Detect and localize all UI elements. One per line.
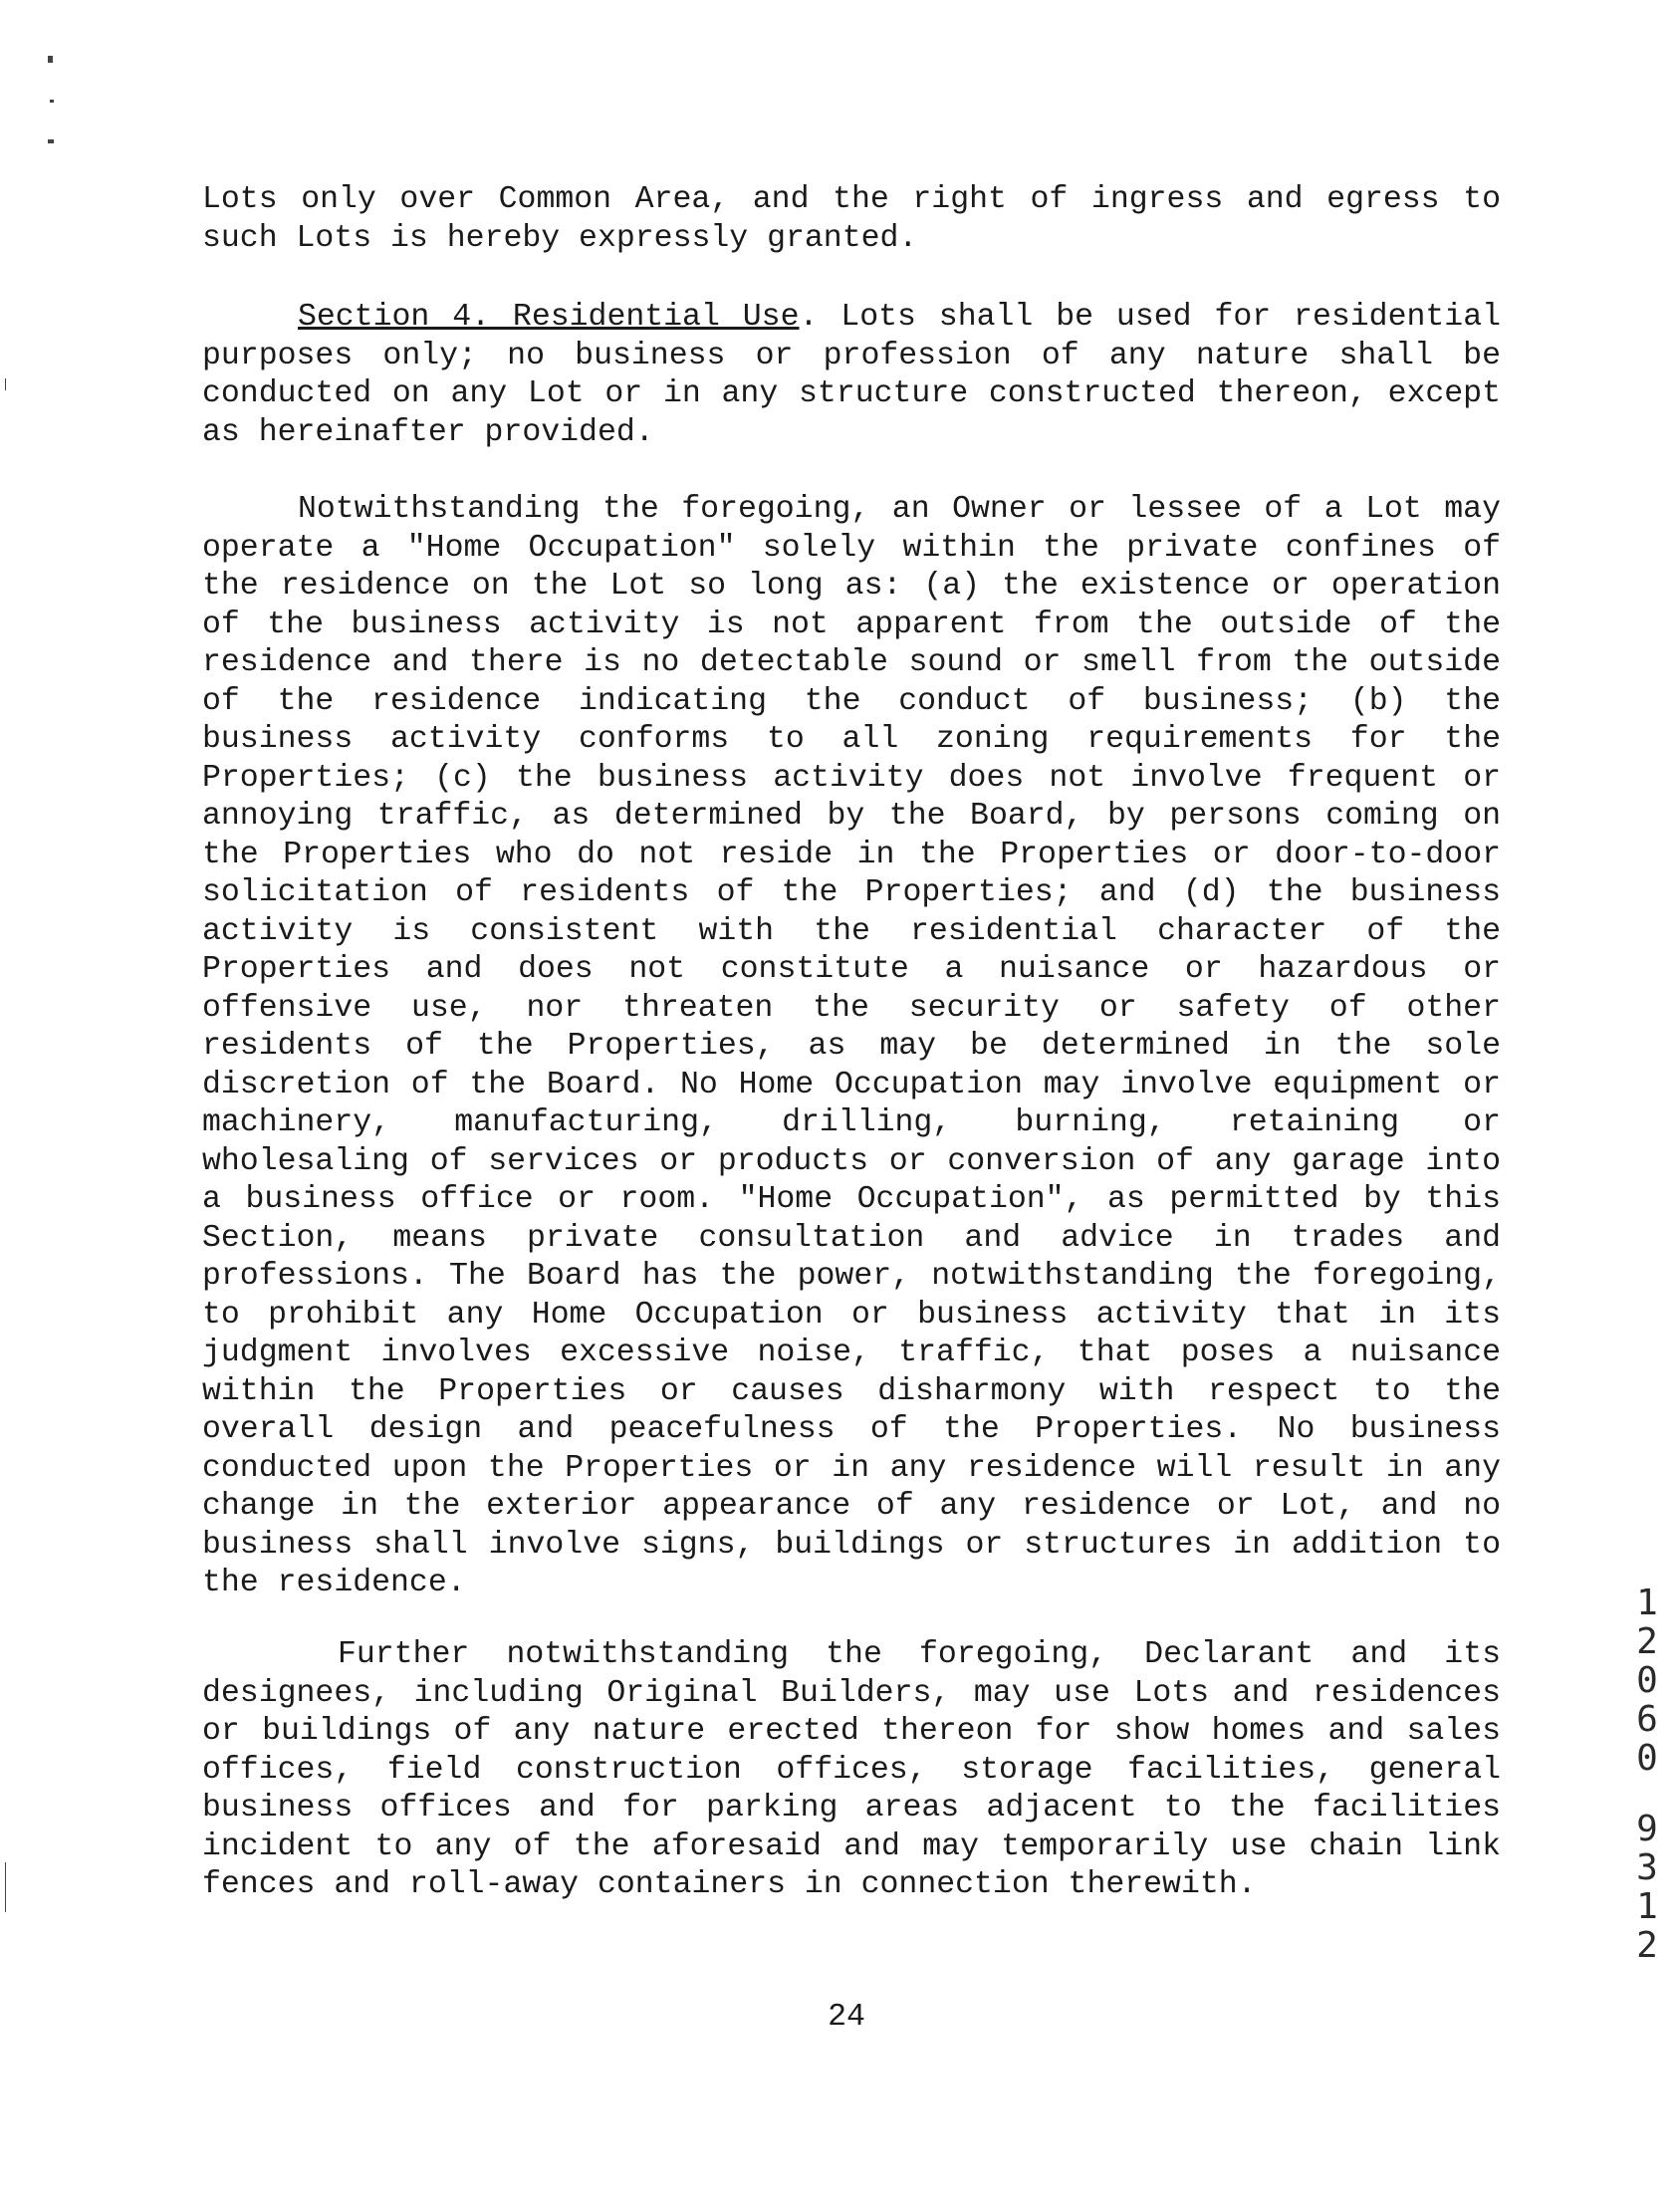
stamp-digit: 6 <box>1636 1699 1658 1740</box>
stamp-digit: 2 <box>1636 1621 1658 1662</box>
recording-stamp <box>1629 1584 1665 1965</box>
stamp-digit: 1 <box>1636 1583 1658 1623</box>
stamp-digit: 2 <box>1636 1925 1658 1966</box>
stamp-digit: 9 <box>1636 1809 1658 1849</box>
paragraph-residential-use <box>202 299 1501 452</box>
paragraph-declarant-use: Further notwithstanding the foregoing, Declarant and its designees, including Original Builders, may use Lots and residences or buildings of any nature erected thereon for show homes and sales offices, field construction offices, storage facilities, general business offices and for parking areas adjacent to the facilities incident to any of the aforesaid and may temporarily use chain link fences and roll-away containers in connection therewith. <box>202 1637 1501 1902</box>
page-number: 24 <box>828 2000 865 2035</box>
stamp-gap <box>1629 1778 1665 1810</box>
section-text: . Lots shall be used for residential purposes only; no business or profession of any nature shall be conducted on any Lot or in any structure constructed thereon, except as hereinafter provided. <box>202 300 1501 450</box>
scan-mark <box>48 56 53 63</box>
stamp-digit: 3 <box>1636 1847 1658 1888</box>
scan-mark <box>5 378 6 390</box>
stamp-digit: 0 <box>1636 1738 1658 1779</box>
scan-mark <box>50 100 54 103</box>
scan-mark <box>5 1862 6 1912</box>
stamp-digit: 0 <box>1636 1660 1658 1701</box>
paragraph-lots-access: Lots only over Common Area, and the right of ingress and egress to such Lots is hereby expressly granted. <box>202 182 1501 256</box>
scan-mark <box>48 139 54 143</box>
paragraph-home-occupation: Notwithstanding the foregoing, an Owner or lessee of a Lot may operate a "Home Occupation" solely within the private confines of the residence on the Lot so long as: (a) the existence or operation of the business activity is not apparent from the outside of the residence and there is no detectable sound or smell from the outside of the residence indicating the conduct of business; (b) the business activity conforms to all zoning requirements for the Properties; (c) the business activity does not involve frequent or annoying traffic, as determined by the Board, by persons coming on the Properties who do not reside in the Properties or door-to-door solicitation of residents of the Properties; and (d) the business activity is consistent with the residential character of the Properties and does not constitute a nuisance or hazardous or offensive use, nor threaten the security or safety of other residents of the Properties, as may be determined in the sole discretion of the Board. No Home Occupation may involve equipment or machinery, manufacturing, drilling, burning, retaining or wholesaling of services or products or conversion of any garage into a business office or room. "Home Occupation", as permitted by this Section, means private consultation and advice in trades and professions. The Board has the power, notwithstanding the foregoing, to prohibit any Home Occupation or business activity that in its judgment involves excessive noise, traffic, that poses a nuisance within the Properties or causes disharmony with respect to the overall design and peacefulness of the Properties. No business conducted upon the Properties or in any residence will result in any change in the exterior appearance of any residence or Lot, and no business shall involve signs, buildings or structures in addition to the residence. <box>202 492 1501 1600</box>
stamp-digit: 1 <box>1636 1886 1658 1927</box>
section-heading: Section 4. Residential Use <box>298 300 800 335</box>
